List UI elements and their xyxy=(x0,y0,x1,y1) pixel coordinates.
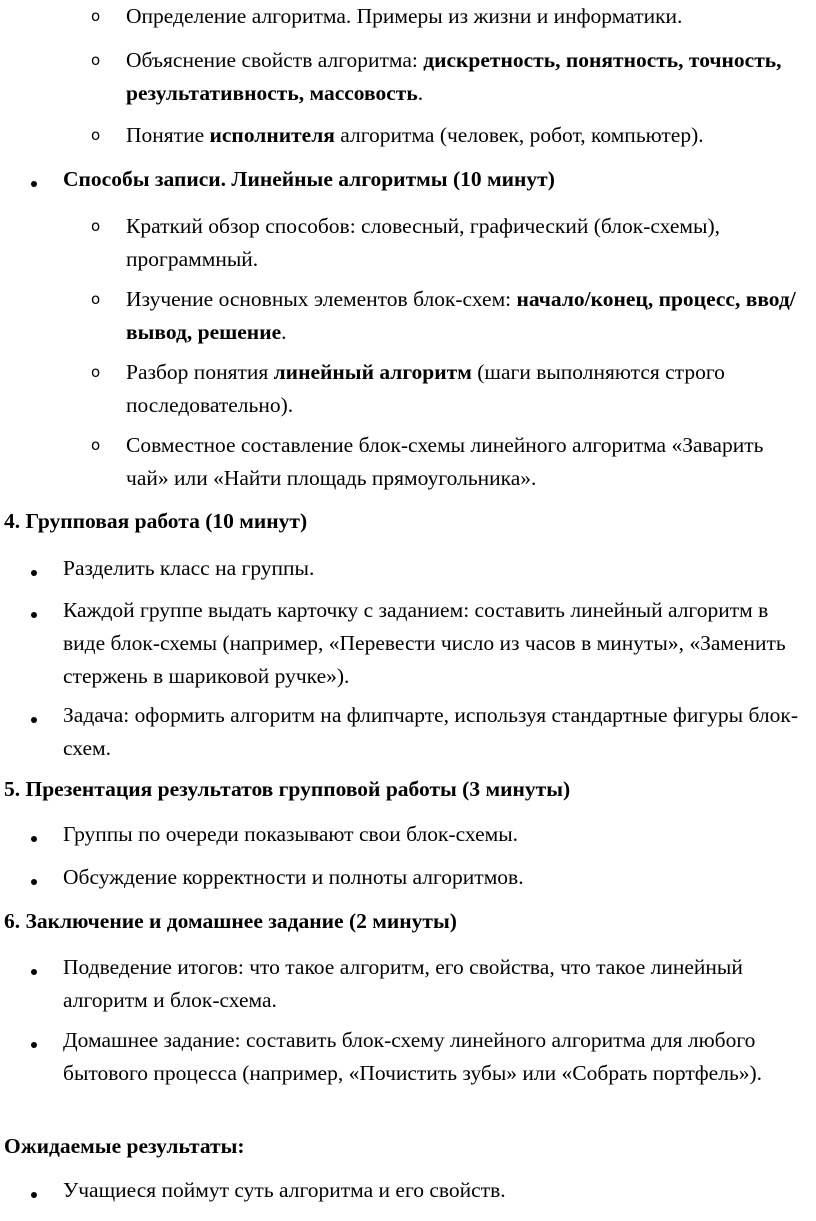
bullet-marker xyxy=(31,1042,37,1048)
sub-item-bold-text: исполнителя xyxy=(209,123,335,147)
bullet-item: Домашнее задание: составить блок-схему линейного алгоритма для любого бытового процесса (например, «Почистить зубы» или «Собрать портфель»). xyxy=(63,1028,763,1085)
sub-bullet-marker: o xyxy=(91,363,101,381)
bullet-item: Учащиеся поймут суть алгоритма и его свойств. xyxy=(63,1178,506,1202)
bullet-marker xyxy=(31,1192,37,1198)
sub-bullet-marker: o xyxy=(91,290,101,308)
bullet-marker xyxy=(31,969,37,975)
sub-bullet-marker: o xyxy=(91,51,101,69)
sub-bullet-marker: o xyxy=(91,126,101,144)
bullet-item: Подведение итогов: что такое алгоритм, его свойства, что такое линейный алгоритм и блок-схема. xyxy=(63,955,743,1012)
bullet-item: Обсуждение корректности и полноты алгоритмов. xyxy=(63,865,524,889)
sub-item-text: Краткий обзор способов: словесный, графический (блок-схемы), программный. xyxy=(126,214,720,271)
section-heading: 6. Заключение и домашнее задание (2 минуты) xyxy=(4,909,457,933)
section-heading: 5. Презентация результатов групповой работы (3 минуты) xyxy=(4,777,571,801)
sub-item-text: . xyxy=(281,320,287,344)
bullet-item: Разделить класс на группы. xyxy=(63,556,315,580)
sub-bullet-marker: o xyxy=(91,436,101,454)
sub-list-item xyxy=(126,210,798,276)
bullet-marker xyxy=(31,879,37,885)
bullet-marker xyxy=(31,612,37,618)
bullet-item: Каждой группе выдать карточку с заданием: составить линейный алгоритм в виде блок-схемы (например, «Перевести число из часов в минуты», «Заменить стержень в шариковой ручке»). xyxy=(63,598,786,688)
bullet-marker xyxy=(31,181,37,187)
sub-item-text: Изучение основных элементов блок-схем: xyxy=(126,287,517,311)
sub-item-text: алгоритма (человек, робот, компьютер). xyxy=(334,123,704,147)
sub-bullet-marker: o xyxy=(91,7,101,25)
sub-bullet-marker: o xyxy=(91,217,101,235)
sub-item-bold-text: линейный алгоритм xyxy=(273,360,472,384)
bullet-marker xyxy=(31,717,37,723)
section-heading: 4. Групповая работа (10 минут) xyxy=(4,509,308,533)
sub-list-item xyxy=(126,0,798,33)
sub-item-text: Определение алгоритма. Примеры из жизни и информатики. xyxy=(126,4,683,28)
bullet-item: Задача: оформить алгоритм на флипчарте, используя стандартные фигуры блок-схем. xyxy=(63,703,798,760)
sub-list-item xyxy=(126,44,798,110)
sub-item-text: Понятие xyxy=(126,123,210,147)
bullet-item: Группы по очереди показывают свои блок-схемы. xyxy=(63,822,519,846)
bullet-marker xyxy=(31,836,37,842)
sub-list-item xyxy=(126,356,798,422)
sub-item-text: Совместное составление блок-схемы линейного алгоритма «Заварить чай» или «Найти площадь прямоугольника». xyxy=(126,433,764,490)
sub-item-text: Объяснение свойств алгоритма: xyxy=(126,48,424,72)
sub-item-text: (шаги выполняются строго последовательно). xyxy=(126,360,725,417)
bullet-heading: Способы записи. Линейные алгоритмы (10 минут) xyxy=(63,167,555,191)
sub-item-bold-text: дискретность, понятность, точность, результативность, массовость xyxy=(126,48,782,105)
sub-item-bold-text: начало/конец, процесс, ввод/вывод, решение xyxy=(126,287,796,344)
sub-item-text: Разбор понятия xyxy=(126,360,274,384)
sub-item-text: . xyxy=(417,81,424,105)
section-heading: Ожидаемые результаты: xyxy=(4,1134,245,1158)
sub-list-item xyxy=(126,429,798,495)
sub-list-item xyxy=(126,283,798,349)
sub-list-item xyxy=(126,119,798,152)
bullet-marker xyxy=(31,570,37,576)
